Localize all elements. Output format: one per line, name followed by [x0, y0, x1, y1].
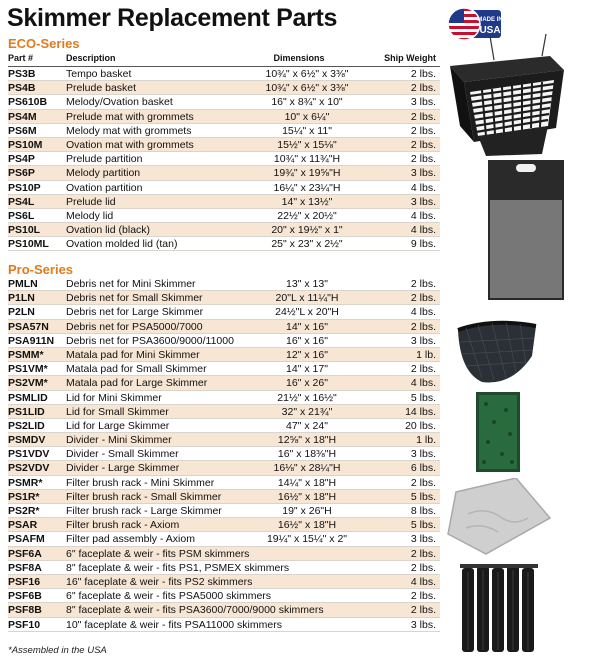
- ship-weight: 20 lbs.: [405, 419, 436, 432]
- part-number: PS4B: [8, 82, 36, 95]
- ship-weight: 3 lbs.: [410, 448, 436, 461]
- table-row: [8, 95, 440, 109]
- description: Prelude mat with grommets: [66, 110, 194, 123]
- part-number: PS3B: [8, 68, 36, 80]
- dimensions: 16⅛" x 28¼"H: [273, 462, 341, 475]
- ship-weight: 2 lbs.: [410, 320, 436, 333]
- ship-weight: 2 lbs.: [410, 110, 436, 123]
- ship-weight: 2 lbs.: [410, 138, 436, 151]
- description: Lid for Mini Skimmer: [66, 391, 162, 404]
- ship-weight: 3 lbs.: [410, 334, 436, 347]
- header-description: Description: [66, 53, 116, 63]
- part-number: PSMM*: [8, 348, 44, 361]
- ship-weight: 2 lbs.: [410, 68, 436, 80]
- dimensions: 15¼" x 11": [282, 124, 332, 137]
- header-ship-weight: Ship Weight: [384, 53, 436, 63]
- part-number: PSAR: [8, 519, 38, 532]
- part-number: PS2VDV: [8, 462, 50, 475]
- description: Matala pad for Small Skimmer: [66, 363, 207, 376]
- description: Lid for Large Skimmer: [66, 419, 170, 432]
- description: Melody/Ovation basket: [66, 96, 173, 109]
- ship-weight: 3 lbs.: [410, 533, 436, 546]
- ship-weight: 8 lbs.: [410, 505, 436, 517]
- part-number: PS1LID: [8, 405, 45, 418]
- dimensions: 14" x 17": [286, 363, 328, 376]
- pro-series-heading: Pro-Series: [8, 262, 74, 277]
- ship-weight: 2 lbs.: [410, 82, 436, 95]
- matala-pad-image: [476, 392, 520, 472]
- description: Divider - Mini Skimmer: [66, 434, 172, 447]
- part-number: PS4M: [8, 110, 37, 123]
- ship-weight: 3 lbs.: [410, 167, 436, 180]
- ship-weight: 2 lbs.: [410, 604, 436, 617]
- description: Debris net for Large Skimmer: [66, 306, 204, 319]
- description: Filter brush rack - Small Skimmer: [66, 490, 222, 503]
- description: 6" faceplate & weir - fits PSM skimmers: [66, 547, 250, 560]
- ship-weight: 5 lbs.: [410, 391, 436, 404]
- table-row: [8, 81, 440, 95]
- description: Debris net for PSA5000/7000: [66, 320, 203, 333]
- part-number: PS2LID: [8, 419, 45, 432]
- ship-weight: 9 lbs.: [410, 238, 436, 251]
- description: Ovation partition: [66, 181, 143, 194]
- ship-weight: 1 lb.: [416, 348, 436, 361]
- table-row: [8, 490, 440, 504]
- table-row: [8, 419, 440, 433]
- description: Prelude partition: [66, 153, 143, 166]
- description: Filter brush rack - Large Skimmer: [66, 505, 222, 517]
- part-number: PS2VM*: [8, 377, 48, 390]
- molded-lid-image: [446, 478, 552, 558]
- ship-weight: 4 lbs.: [410, 377, 436, 390]
- table-row: [8, 603, 440, 617]
- dimensions: 16½" x 18"H: [277, 519, 337, 532]
- table-row: [8, 110, 440, 124]
- dimensions: 14¼" x 18"H: [277, 476, 337, 489]
- description: 16" faceplate & weir - fits PS2 skimmers: [66, 575, 253, 588]
- table-row: [8, 547, 440, 561]
- description: Debris net for PSA3600/9000/11000: [66, 334, 234, 347]
- part-number: PSAFM: [8, 533, 45, 546]
- table-row: [8, 209, 440, 223]
- part-number: PMLN: [8, 278, 38, 290]
- part-number: PS10P: [8, 181, 41, 194]
- table-row: [8, 181, 440, 195]
- part-number: PS10M: [8, 138, 43, 151]
- dimensions: 13" x 13": [286, 278, 328, 290]
- table-row: [8, 362, 440, 376]
- description: Filter pad assembly - Axiom: [66, 533, 195, 546]
- description: Prelude basket: [66, 82, 137, 95]
- dimensions: 20"L x 11¼"H: [275, 292, 339, 305]
- dimensions: 16" x 8¾" x 10": [271, 96, 343, 109]
- table-row: [8, 320, 440, 334]
- ship-weight: 6 lbs.: [410, 462, 436, 475]
- ship-weight: 4 lbs.: [410, 209, 436, 222]
- ship-weight: 5 lbs.: [410, 490, 436, 503]
- partition-mat-image: [488, 160, 564, 300]
- ship-weight: 1 lb.: [416, 434, 436, 447]
- description: Matala pad for Mini Skimmer: [66, 348, 200, 361]
- description: Divider - Small Skimmer: [66, 448, 179, 461]
- part-number: P2LN: [8, 306, 35, 319]
- table-row: [8, 166, 440, 180]
- ship-weight: 14 lbs.: [405, 405, 436, 418]
- dimensions: 20" x 19½" x 1": [271, 224, 343, 237]
- table-row: [8, 476, 440, 490]
- brush-rack-image: [458, 562, 540, 654]
- badge-line2: USA: [479, 25, 501, 36]
- table-row: [8, 561, 440, 575]
- dimensions: 10" x 6¼": [284, 110, 330, 123]
- ship-weight: 2 lbs.: [410, 590, 436, 603]
- part-number: PS1R*: [8, 490, 40, 503]
- part-number: PS4P: [8, 153, 35, 166]
- ship-weight: 2 lbs.: [410, 278, 436, 290]
- part-number: PS1VDV: [8, 448, 50, 461]
- part-number: PSF6A: [8, 547, 42, 560]
- page-title: Skimmer Replacement Parts: [7, 4, 338, 32]
- pro-series-table: [8, 277, 440, 632]
- description: Debris net for Small Skimmer: [66, 292, 203, 305]
- description: Debris net for Mini Skimmer: [66, 278, 196, 290]
- table-row: [8, 447, 440, 461]
- dimensions: 22½" x 20½": [277, 209, 337, 222]
- description: Melody lid: [66, 209, 114, 222]
- dimensions: 19" x 26"H: [282, 505, 332, 517]
- footnote: *Assembled in the USA: [8, 645, 107, 656]
- part-number: PSMR*: [8, 476, 43, 489]
- table-row: [8, 376, 440, 390]
- dimensions: 16½" x 18"H: [277, 490, 337, 503]
- description: Lid for Small Skimmer: [66, 405, 169, 418]
- dimensions: 16" x 18⅜"H: [277, 448, 337, 461]
- table-row: [8, 237, 440, 251]
- ship-weight: 4 lbs.: [410, 224, 436, 237]
- ship-weight: 4 lbs.: [410, 575, 436, 588]
- part-number: PS6P: [8, 167, 35, 180]
- ship-weight: 2 lbs.: [410, 292, 436, 305]
- ship-weight: 3 lbs.: [410, 195, 436, 208]
- ship-weight: 4 lbs.: [410, 306, 436, 319]
- dimensions: 10¾" x 6½" x 3⅜": [265, 82, 349, 95]
- table-row: [8, 518, 440, 532]
- description: Tempo basket: [66, 68, 132, 80]
- table-row: [8, 291, 440, 305]
- part-number: PSA911N: [8, 334, 55, 347]
- table-row: [8, 504, 440, 518]
- dimensions: 12⅝" x 18"H: [277, 434, 337, 447]
- part-number: PSF16: [8, 575, 41, 588]
- ship-weight: 3 lbs.: [410, 96, 436, 109]
- eco-series-heading: ECO-Series: [8, 36, 80, 51]
- description: 6" faceplate & weir - fits PSA5000 skimmers: [66, 590, 272, 603]
- description: 8" faceplate & weir - fits PSA3600/7000/9000 skimmers: [66, 604, 324, 617]
- table-row: [8, 532, 440, 546]
- part-number: PS2R*: [8, 505, 40, 517]
- badge-line1: MADE IN: [477, 17, 503, 23]
- dimensions: 16" x 16": [286, 334, 328, 347]
- description: Filter brush rack - Mini Skimmer: [66, 476, 215, 489]
- part-number: PSMDV: [8, 434, 46, 447]
- description: 10" faceplate & weir - fits PSA11000 skimmers: [66, 618, 282, 631]
- part-number: PS1VM*: [8, 363, 48, 376]
- ship-weight: 5 lbs.: [410, 519, 436, 532]
- description: Ovation mat with grommets: [66, 138, 194, 151]
- dimensions: 10¾" x 11¾"H: [273, 153, 341, 166]
- dimensions: 19¼" x 15¼" x 2": [266, 533, 348, 546]
- part-number: PS4L: [8, 195, 35, 208]
- description: Ovation molded lid (tan): [66, 238, 178, 251]
- dimensions: 12" x 16": [286, 348, 328, 361]
- table-row: [8, 589, 440, 603]
- part-number: PSF8B: [8, 604, 42, 617]
- ship-weight: 4 lbs.: [410, 181, 436, 194]
- ship-weight: 2 lbs.: [410, 124, 436, 137]
- part-number: PSF6B: [8, 590, 42, 603]
- eco-series-table: [8, 66, 440, 251]
- dimensions: 47" x 24": [286, 419, 328, 432]
- ship-weight: 2 lbs.: [410, 476, 436, 489]
- description: Melody partition: [66, 167, 141, 180]
- debris-net-image: [452, 316, 542, 388]
- description: 8" faceplate & weir - fits PS1, PSMEX skimmers: [66, 561, 290, 574]
- table-row: [8, 277, 440, 291]
- part-number: PSF8A: [8, 561, 42, 574]
- dimensions: 16¼" x 23¼"H: [273, 181, 341, 194]
- table-row: [8, 67, 440, 81]
- description: Filter brush rack - Axiom: [66, 519, 180, 532]
- table-row: [8, 124, 440, 138]
- table-row: [8, 433, 440, 447]
- dimensions: 16" x 26": [286, 377, 328, 390]
- table-row: [8, 152, 440, 166]
- dimensions: 24½"L x 20"H: [275, 306, 339, 319]
- part-number: PS6L: [8, 209, 35, 222]
- table-row: [8, 305, 440, 319]
- dimensions: 14" x 16": [286, 320, 328, 333]
- table-row: [8, 405, 440, 419]
- dimensions: 25" x 23" x 2½": [271, 238, 343, 251]
- basket-image: [446, 32, 566, 156]
- part-number: PSA57N: [8, 320, 49, 333]
- table-row: [8, 618, 440, 632]
- ship-weight: 2 lbs.: [410, 153, 436, 166]
- header-dimensions: Dimensions: [273, 53, 325, 63]
- dimensions: 10¾" x 6½" x 3⅜": [265, 68, 349, 80]
- table-row: [8, 195, 440, 209]
- description: Matala pad for Large Skimmer: [66, 377, 208, 390]
- table-row: [8, 391, 440, 405]
- ship-weight: 2 lbs.: [410, 363, 436, 376]
- dimensions: 14" x 13½": [281, 195, 333, 208]
- table-row: [8, 223, 440, 237]
- header-part: Part #: [8, 53, 34, 63]
- dimensions: 21½" x 16½": [277, 391, 337, 404]
- ship-weight: 2 lbs.: [410, 561, 436, 574]
- ship-weight: 3 lbs.: [410, 618, 436, 631]
- description: Ovation lid (black): [66, 224, 151, 237]
- dimensions: 19¾" x 19⅝"H: [273, 167, 341, 180]
- part-number: P1LN: [8, 292, 35, 305]
- table-row: [8, 138, 440, 152]
- description: Melody mat with grommets: [66, 124, 192, 137]
- table-row: [8, 334, 440, 348]
- part-number: PS10ML: [8, 238, 49, 251]
- table-row: [8, 348, 440, 362]
- part-number: PS610B: [8, 96, 48, 109]
- description: Prelude lid: [66, 195, 116, 208]
- part-number: PSMLID: [8, 391, 48, 404]
- ship-weight: 2 lbs.: [410, 547, 436, 560]
- table-row: [8, 461, 440, 475]
- part-number: PSF10: [8, 618, 41, 631]
- table-row: [8, 575, 440, 589]
- dimensions: 15½" x 15⅛": [277, 138, 337, 151]
- part-number: PS6M: [8, 124, 37, 137]
- part-number: PS10L: [8, 224, 41, 237]
- description: Divider - Large Skimmer: [66, 462, 180, 475]
- dimensions: 32" x 21¾": [281, 405, 333, 418]
